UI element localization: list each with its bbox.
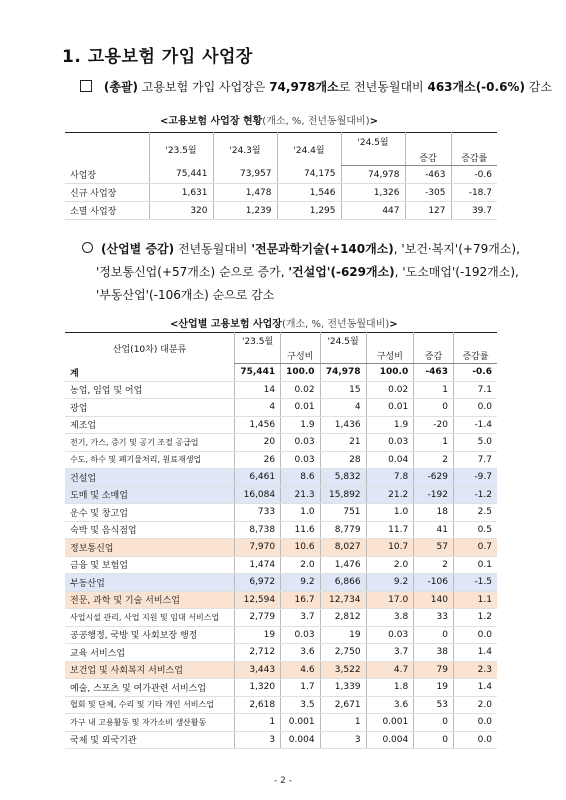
cell: -0.6 xyxy=(451,166,497,184)
cell: 1 xyxy=(320,714,366,732)
summary-marker: (총괄) xyxy=(103,80,138,94)
row-label: 제조업 xyxy=(65,416,235,434)
cell: 1.4 xyxy=(453,679,497,697)
table1-header-col: 증감률 xyxy=(451,149,497,166)
cell: 1,436 xyxy=(320,416,366,434)
row-label: 금융 및 보험업 xyxy=(65,556,235,574)
cell: 100.0 xyxy=(281,364,320,382)
table1-caption xyxy=(160,112,378,127)
industry-summary-text: 전년동월대비 xyxy=(177,242,252,256)
cell: 0.02 xyxy=(281,381,320,399)
cell: 0.03 xyxy=(366,626,414,644)
table2-header-share: 구성비 xyxy=(281,348,320,364)
cell: 0 xyxy=(414,399,454,417)
cell: -20 xyxy=(414,416,454,434)
cell: -629 xyxy=(414,469,454,487)
cell: 0 xyxy=(414,731,454,749)
table-row xyxy=(65,696,497,714)
cell: 1.4 xyxy=(453,644,497,662)
cell: 0.02 xyxy=(366,381,414,399)
table2-header-y24: '24.5월 xyxy=(320,333,366,349)
summary-bold-total: 74,978개소 xyxy=(269,80,339,94)
cell: 74,978 xyxy=(341,166,405,184)
cell: 5.0 xyxy=(453,434,497,452)
cell: -463 xyxy=(414,364,454,382)
cell: 0.01 xyxy=(281,399,320,417)
table-row xyxy=(65,521,497,539)
industry-workplace-table xyxy=(65,332,497,749)
row-label: 농업, 임업 및 어업 xyxy=(65,381,235,399)
industry-summary-line1 xyxy=(82,238,522,261)
cell: 18 xyxy=(414,504,454,522)
cell: 7.7 xyxy=(453,451,497,469)
cell: 2.5 xyxy=(453,504,497,522)
cell: 57 xyxy=(414,539,454,557)
cell: 0.0 xyxy=(453,714,497,732)
cell: 1.1 xyxy=(453,591,497,609)
cell: 21.2 xyxy=(366,486,414,504)
cell: 33 xyxy=(414,609,454,627)
cell: 1.0 xyxy=(366,504,414,522)
table-row xyxy=(65,644,497,662)
cell: 2,812 xyxy=(320,609,366,627)
table2-caption xyxy=(170,315,398,330)
cell: 1,476 xyxy=(320,556,366,574)
table-row xyxy=(65,574,497,592)
table1-caption-end: > xyxy=(369,116,378,127)
cell: 1 xyxy=(235,714,281,732)
cell: 1,474 xyxy=(235,556,281,574)
cell: 9.2 xyxy=(281,574,320,592)
industry-summary-text: , '도소매업'(-192개소), xyxy=(394,265,519,279)
row-label: 광업 xyxy=(65,399,235,417)
cell: 733 xyxy=(235,504,281,522)
summary-line xyxy=(80,78,552,95)
cell: 74,978 xyxy=(320,364,366,382)
cell: 0.0 xyxy=(453,626,497,644)
cell: 79 xyxy=(414,661,454,679)
table-row xyxy=(65,539,497,557)
table-row xyxy=(65,202,497,220)
table1-caption-unit: (개소, %, 전년동월대비) xyxy=(262,116,370,127)
table2-header-y23: '23.5월 xyxy=(235,333,281,349)
table1-caption-title: <고용보험 사업장 현황 xyxy=(160,116,263,127)
row-label: 숙박 및 음식점업 xyxy=(65,521,235,539)
cell: 0.1 xyxy=(453,556,497,574)
table-row xyxy=(65,661,497,679)
cell: 0.001 xyxy=(366,714,414,732)
cell: 15 xyxy=(320,381,366,399)
cell: 28 xyxy=(320,451,366,469)
cell: 1,478 xyxy=(213,184,277,202)
cell: 14 xyxy=(235,381,281,399)
cell: 38 xyxy=(414,644,454,662)
table-row xyxy=(65,714,497,732)
table-row xyxy=(65,609,497,627)
cell: 9.2 xyxy=(366,574,414,592)
workplace-status-table xyxy=(65,132,497,220)
row-label: 가구 내 고용활동 및 자가소비 생산활동 xyxy=(65,714,235,732)
industry-summary-text: , '보건·복지'(+79개소), xyxy=(393,242,520,256)
cell: 3.8 xyxy=(366,609,414,627)
cell: 0.004 xyxy=(366,731,414,749)
cell: 1,546 xyxy=(277,184,341,202)
cell: -106 xyxy=(414,574,454,592)
cell: 0 xyxy=(414,714,454,732)
row-label: 계 xyxy=(65,364,235,382)
cell: 6,972 xyxy=(235,574,281,592)
cell: -1.4 xyxy=(453,416,497,434)
cell: 1.9 xyxy=(366,416,414,434)
cell: -0.6 xyxy=(453,364,497,382)
cell: 2,779 xyxy=(235,609,281,627)
cell: 41 xyxy=(414,521,454,539)
row-label: 건설업 xyxy=(65,469,235,487)
cell: 751 xyxy=(320,504,366,522)
table1-header-col: 증감 xyxy=(405,149,451,166)
table2-caption-unit: (개소, %, 전년동월대비) xyxy=(281,319,390,330)
cell: 26 xyxy=(235,451,281,469)
cell: 16.7 xyxy=(281,591,320,609)
square-bullet-icon xyxy=(80,80,92,92)
cell: 10.7 xyxy=(366,539,414,557)
table-row xyxy=(65,626,497,644)
cell: 2 xyxy=(414,451,454,469)
cell: 8,779 xyxy=(320,521,366,539)
section-heading: 1. 고용보험 가입 사업장 xyxy=(62,47,253,67)
table2-body xyxy=(65,364,497,749)
row-label: 운수 및 창고업 xyxy=(65,504,235,522)
row-label: 교육 서비스업 xyxy=(65,644,235,662)
cell: -9.7 xyxy=(453,469,497,487)
row-label: 수도, 하수 및 폐기물처리, 원료재생업 xyxy=(65,451,235,469)
cell: 3 xyxy=(320,731,366,749)
cell: 100.0 xyxy=(366,364,414,382)
cell: 3,443 xyxy=(235,661,281,679)
row-label: 국제 및 외국기관 xyxy=(65,731,235,749)
row-label: 소멸 사업장 xyxy=(65,202,149,220)
cell: 2 xyxy=(414,556,454,574)
cell: 19 xyxy=(235,626,281,644)
table-row xyxy=(65,399,497,417)
summary-text: 고용보험 가입 사업장은 xyxy=(141,80,270,94)
table2-header-change: 증감 xyxy=(414,348,454,364)
cell: 2.0 xyxy=(453,696,497,714)
cell: 2.0 xyxy=(281,556,320,574)
cell: 0 xyxy=(414,626,454,644)
table1-header-col: '24.5월 xyxy=(341,133,405,150)
industry-summary-bold: '전문과학기술(+140개소) xyxy=(251,242,394,256)
cell: -463 xyxy=(405,166,451,184)
cell: 0.7 xyxy=(453,539,497,557)
cell: 2,671 xyxy=(320,696,366,714)
cell: 0.03 xyxy=(366,434,414,452)
cell: 12,734 xyxy=(320,591,366,609)
cell: 75,441 xyxy=(235,364,281,382)
cell: 0.03 xyxy=(281,626,320,644)
cell: 2,618 xyxy=(235,696,281,714)
row-label: 사업시설 관리, 사업 지원 및 임대 서비스업 xyxy=(65,609,235,627)
cell: 0.01 xyxy=(366,399,414,417)
table-row xyxy=(65,591,497,609)
cell: 39.7 xyxy=(451,202,497,220)
cell: 1,631 xyxy=(149,184,213,202)
cell: 1,239 xyxy=(213,202,277,220)
row-label: 전문, 과학 및 기술 서비스업 xyxy=(65,591,235,609)
cell: 2,712 xyxy=(235,644,281,662)
table-row xyxy=(65,166,497,184)
row-label: 도매 및 소매업 xyxy=(65,486,235,504)
summary-text-mid: 로 전년동월대비 xyxy=(338,80,428,94)
cell: 11.7 xyxy=(366,521,414,539)
cell: -1.2 xyxy=(453,486,497,504)
row-label: 부동산업 xyxy=(65,574,235,592)
table2-header-share: 구성비 xyxy=(366,348,414,364)
row-label: 정보통신업 xyxy=(65,539,235,557)
industry-summary-line2 xyxy=(82,261,522,284)
cell: 3.5 xyxy=(281,696,320,714)
cell: 16,084 xyxy=(235,486,281,504)
cell: 0.03 xyxy=(281,434,320,452)
summary-text-end: 감소 xyxy=(524,80,552,94)
cell: 0.0 xyxy=(453,731,497,749)
cell: 15,892 xyxy=(320,486,366,504)
cell: 8,027 xyxy=(320,539,366,557)
table2-caption-end: > xyxy=(389,319,398,330)
circle-bullet-icon xyxy=(82,242,93,253)
industry-summary-line3: '부동산업'(-106개소) 순으로 감소 xyxy=(96,288,275,302)
cell: 3,522 xyxy=(320,661,366,679)
table-row xyxy=(65,416,497,434)
cell: 3.7 xyxy=(281,609,320,627)
cell: 127 xyxy=(405,202,451,220)
cell: 12,594 xyxy=(235,591,281,609)
cell: 73,957 xyxy=(213,166,277,184)
cell: 17.0 xyxy=(366,591,414,609)
cell: 8.6 xyxy=(281,469,320,487)
summary-bold-change: 463개소(-0.6%) xyxy=(427,80,525,94)
table-row xyxy=(65,679,497,697)
cell: 1 xyxy=(414,434,454,452)
cell: 6,866 xyxy=(320,574,366,592)
table-row xyxy=(65,504,497,522)
cell: 3.6 xyxy=(366,696,414,714)
table-row xyxy=(65,364,497,382)
cell: 4.7 xyxy=(366,661,414,679)
row-label: 공공행정, 국방 및 사회보장 행정 xyxy=(65,626,235,644)
cell: 75,441 xyxy=(149,166,213,184)
table-row xyxy=(65,486,497,504)
table1-header-col: '24.3월 xyxy=(213,133,277,166)
table-row xyxy=(65,731,497,749)
cell: 1.7 xyxy=(281,679,320,697)
cell: 1.0 xyxy=(281,504,320,522)
cell: 1,456 xyxy=(235,416,281,434)
row-label: 협회 및 단체, 수리 및 기타 개인 서비스업 xyxy=(65,696,235,714)
cell: 447 xyxy=(341,202,405,220)
cell: 53 xyxy=(414,696,454,714)
cell: 140 xyxy=(414,591,454,609)
cell: 5,832 xyxy=(320,469,366,487)
cell: 1,320 xyxy=(235,679,281,697)
cell: 3.6 xyxy=(281,644,320,662)
cell: 7.1 xyxy=(453,381,497,399)
cell: 74,175 xyxy=(277,166,341,184)
cell: 1.9 xyxy=(281,416,320,434)
cell: 4 xyxy=(235,399,281,417)
industry-summary xyxy=(82,238,522,307)
cell: 1.2 xyxy=(453,609,497,627)
table1-header-col: '24.4월 xyxy=(277,133,341,166)
table1-header-blank xyxy=(65,133,149,166)
cell: 1,295 xyxy=(277,202,341,220)
table2-header-category: 산업(10차) 대분류 xyxy=(112,344,187,355)
cell: 1,326 xyxy=(341,184,405,202)
cell: 0.001 xyxy=(281,714,320,732)
cell: 7,970 xyxy=(235,539,281,557)
cell: 0.03 xyxy=(281,451,320,469)
cell: 0.004 xyxy=(281,731,320,749)
table-row xyxy=(65,434,497,452)
cell: 1 xyxy=(414,381,454,399)
row-label: 전기, 가스, 증기 및 공기 조절 공급업 xyxy=(65,434,235,452)
cell: 1,339 xyxy=(320,679,366,697)
table1-header-col: '23.5월 xyxy=(149,133,213,166)
cell: 3 xyxy=(235,731,281,749)
cell: 21 xyxy=(320,434,366,452)
cell: 0.0 xyxy=(453,399,497,417)
cell: 2.0 xyxy=(366,556,414,574)
cell: 3.7 xyxy=(366,644,414,662)
cell: 21.3 xyxy=(281,486,320,504)
cell: -192 xyxy=(414,486,454,504)
cell: 11.6 xyxy=(281,521,320,539)
cell: 2.3 xyxy=(453,661,497,679)
industry-summary-marker: (산업별 증감) xyxy=(101,242,175,256)
table-row xyxy=(65,469,497,487)
cell: 20 xyxy=(235,434,281,452)
cell: 0.04 xyxy=(366,451,414,469)
row-label: 신규 사업장 xyxy=(65,184,149,202)
cell: -305 xyxy=(405,184,451,202)
table-row xyxy=(65,184,497,202)
row-label: 보건업 및 사회복지 서비스업 xyxy=(65,661,235,679)
table-row xyxy=(65,451,497,469)
cell: 19 xyxy=(320,626,366,644)
cell: -18.7 xyxy=(451,184,497,202)
cell: 6,461 xyxy=(235,469,281,487)
table2-header-rate: 증감률 xyxy=(453,348,497,364)
row-label: 사업장 xyxy=(65,166,149,184)
cell: 4.6 xyxy=(281,661,320,679)
cell: 1.8 xyxy=(366,679,414,697)
cell: -1.5 xyxy=(453,574,497,592)
cell: 0.5 xyxy=(453,521,497,539)
cell: 320 xyxy=(149,202,213,220)
row-label: 예술, 스포츠 및 여가관련 서비스업 xyxy=(65,679,235,697)
cell: 19 xyxy=(414,679,454,697)
cell: 4 xyxy=(320,399,366,417)
table-row xyxy=(65,556,497,574)
table2-caption-title: <산업별 고용보험 사업장 xyxy=(170,319,282,330)
cell: 10.6 xyxy=(281,539,320,557)
page-number: - 2 - xyxy=(274,776,292,786)
cell: 2,750 xyxy=(320,644,366,662)
table-row xyxy=(65,381,497,399)
industry-summary-text: '정보통신업(+57개소) 순으로 증가, xyxy=(96,265,289,279)
cell: 7.8 xyxy=(366,469,414,487)
cell: 8,738 xyxy=(235,521,281,539)
industry-summary-bold: '건설업'(-629개소) xyxy=(288,265,395,279)
